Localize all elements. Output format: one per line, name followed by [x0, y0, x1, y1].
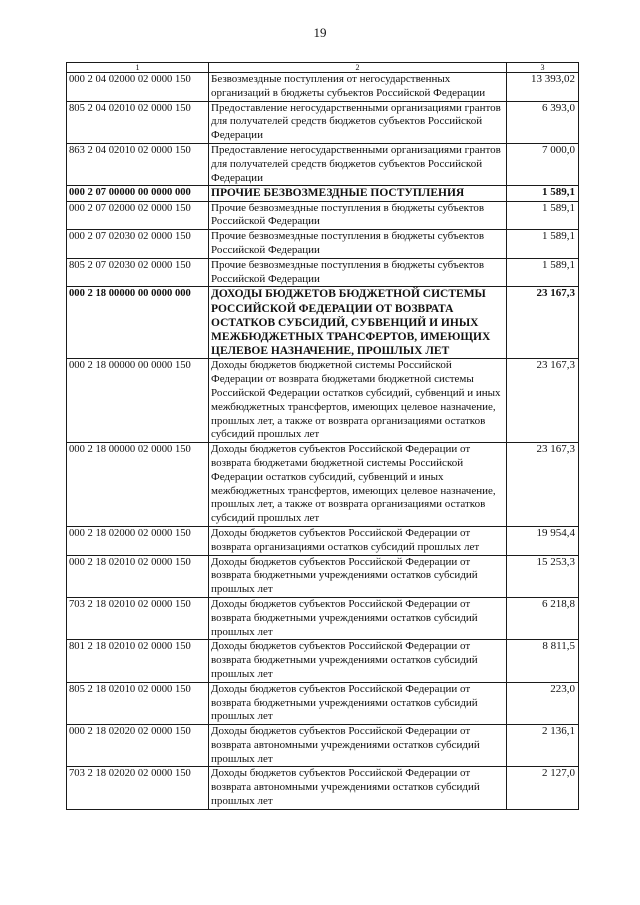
name-cell: ДОХОДЫ БЮДЖЕТОВ БЮДЖЕТНОЙ СИСТЕМЫ РОССИЙСКОЙ ФЕДЕРАЦИИ ОТ ВОЗВРАТА ОСТАТКОВ СУБСИДИЙ, СУБВЕНЦИЙ И ИНЫХ МЕЖБЮДЖЕТНЫХ ТРАНСФЕРТОВ, ИМЕЮЩИХ ЦЕЛЕВОЕ НАЗНАЧЕНИЕ, ПРОШЛЫХ ЛЕТ: [209, 287, 507, 359]
table-row: [67, 526, 579, 555]
name-cell: Доходы бюджетов субъектов Российской Федерации от возврата организациями остатков субсидий прошлых лет: [209, 526, 507, 555]
name-cell: Доходы бюджетов субъектов Российской Федерации от возврата автономными учреждениями остатков субсидий прошлых лет: [209, 725, 507, 767]
code-cell: 000 2 18 02020 02 0000 150: [67, 725, 209, 767]
code-cell: 703 2 18 02020 02 0000 150: [67, 767, 209, 809]
table-row: [67, 73, 579, 102]
table-row: [67, 201, 579, 230]
sum-cell: 23 167,3: [507, 443, 579, 527]
name-cell: Доходы бюджетов субъектов Российской Федерации от возврата бюджетными учреждениями остатков субсидий прошлых лет: [209, 597, 507, 639]
table-row: [67, 443, 579, 527]
column-header-sum: 3: [507, 63, 579, 73]
code-cell: 805 2 18 02010 02 0000 150: [67, 682, 209, 724]
sum-cell: 23 167,3: [507, 359, 579, 443]
column-header-name: 2: [209, 63, 507, 73]
code-cell: 000 2 18 00000 02 0000 150: [67, 443, 209, 527]
table-row: [67, 640, 579, 682]
sum-cell: 2 127,0: [507, 767, 579, 809]
name-cell: Доходы бюджетов бюджетной системы Российской Федерации от возврата бюджетами бюджетной системы Российской Федерации остатков субсидий, субвенций и иных межбюджетных трансфертов, имеющих целевое назначение, прошлых лет, а также от возврата организациями остатков субсидий прошлых лет: [209, 359, 507, 443]
sum-cell: 19 954,4: [507, 526, 579, 555]
table-row: [67, 287, 579, 359]
code-cell: 000 2 18 02010 02 0000 150: [67, 555, 209, 597]
table-row: [67, 186, 579, 201]
table-row: [67, 767, 579, 809]
name-cell: Доходы бюджетов субъектов Российской Федерации от возврата автономными учреждениями остатков субсидий прошлых лет: [209, 767, 507, 809]
code-cell: 000 2 07 00000 00 0000 000: [67, 186, 209, 201]
table-row: [67, 258, 579, 287]
code-cell: 000 2 18 02000 02 0000 150: [67, 526, 209, 555]
sum-cell: 1 589,1: [507, 258, 579, 287]
code-cell: 703 2 18 02010 02 0000 150: [67, 597, 209, 639]
sum-cell: 1 589,1: [507, 230, 579, 259]
table-row: [67, 597, 579, 639]
budget-table: [66, 62, 579, 810]
name-cell: Безвозмездные поступления от негосударственных организаций в бюджеты субъектов Российской Федерации: [209, 73, 507, 102]
sum-cell: 13 393,02: [507, 73, 579, 102]
code-cell: 000 2 18 00000 00 0000 000: [67, 287, 209, 359]
name-cell: Предоставление негосударственными организациями грантов для получателей средств бюджетов субъектов Российской Федерации: [209, 143, 507, 185]
table-body: [67, 73, 579, 810]
sum-cell: 8 811,5: [507, 640, 579, 682]
table-header-row: [67, 63, 579, 73]
table-row: [67, 359, 579, 443]
sum-cell: 6 393,0: [507, 101, 579, 143]
name-cell: Доходы бюджетов субъектов Российской Федерации от возврата бюджетными учреждениями остатков субсидий прошлых лет: [209, 640, 507, 682]
sum-cell: 1 589,1: [507, 201, 579, 230]
name-cell: Прочие безвозмездные поступления в бюджеты субъектов Российской Федерации: [209, 201, 507, 230]
table-row: [67, 682, 579, 724]
name-cell: Прочие безвозмездные поступления в бюджеты субъектов Российской Федерации: [209, 258, 507, 287]
name-cell: Предоставление негосударственными организациями грантов для получателей средств бюджетов субъектов Российской Федерации: [209, 101, 507, 143]
code-cell: 805 2 04 02010 02 0000 150: [67, 101, 209, 143]
name-cell: ПРОЧИЕ БЕЗВОЗМЕЗДНЫЕ ПОСТУПЛЕНИЯ: [209, 186, 507, 201]
name-cell: Доходы бюджетов субъектов Российской Федерации от возврата бюджетами бюджетной системы Российской Федерации остатков субсидий, субвенций и иных межбюджетных трансфертов, имеющих целевое назначение, прошлых лет, а также от возврата организациями остатков субсидий прошлых лет: [209, 443, 507, 527]
code-cell: 863 2 04 02010 02 0000 150: [67, 143, 209, 185]
table-row: [67, 230, 579, 259]
sum-cell: 7 000,0: [507, 143, 579, 185]
table-row: [67, 555, 579, 597]
sum-cell: 6 218,8: [507, 597, 579, 639]
table-row: [67, 101, 579, 143]
sum-cell: 2 136,1: [507, 725, 579, 767]
code-cell: 000 2 18 00000 00 0000 150: [67, 359, 209, 443]
column-header-code: 1: [67, 63, 209, 73]
sum-cell: 223,0: [507, 682, 579, 724]
code-cell: 805 2 07 02030 02 0000 150: [67, 258, 209, 287]
table-row: [67, 143, 579, 185]
code-cell: 000 2 04 02000 02 0000 150: [67, 73, 209, 102]
name-cell: Доходы бюджетов субъектов Российской Федерации от возврата бюджетными учреждениями остатков субсидий прошлых лет: [209, 555, 507, 597]
page-number: 19: [313, 25, 327, 40]
sum-cell: 15 253,3: [507, 555, 579, 597]
sum-cell: 23 167,3: [507, 287, 579, 359]
sum-cell: 1 589,1: [507, 186, 579, 201]
table-row: [67, 725, 579, 767]
code-cell: 000 2 07 02030 02 0000 150: [67, 230, 209, 259]
name-cell: Прочие безвозмездные поступления в бюджеты субъектов Российской Федерации: [209, 230, 507, 259]
name-cell: Доходы бюджетов субъектов Российской Федерации от возврата бюджетными учреждениями остатков субсидий прошлых лет: [209, 682, 507, 724]
code-cell: 000 2 07 02000 02 0000 150: [67, 201, 209, 230]
code-cell: 801 2 18 02010 02 0000 150: [67, 640, 209, 682]
